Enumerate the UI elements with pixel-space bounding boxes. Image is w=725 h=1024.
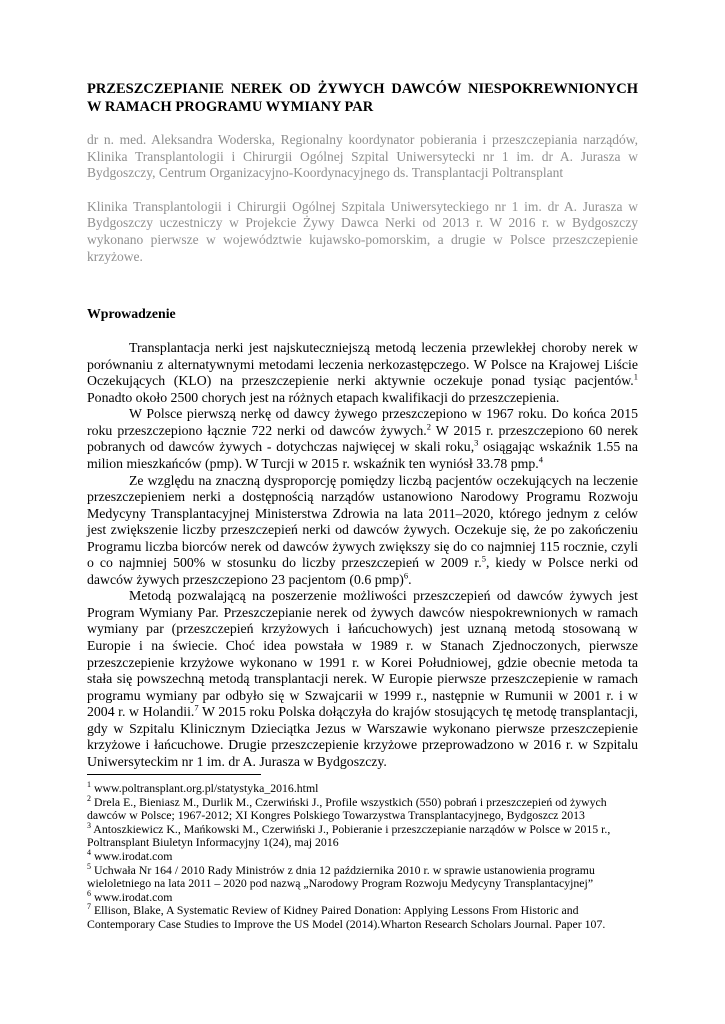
footnote-number: 4 <box>87 848 91 858</box>
document-title: PRZESZCZEPIANIE NEREK OD ŻYWYCH DAWCÓW NIESPOKREWNIONYCH W RAMACH PROGRAMU WYMIANY PAR <box>87 81 638 115</box>
footnote-1 <box>87 782 638 796</box>
footnote-text: www.irodat.com <box>91 848 173 863</box>
body-text <box>87 340 638 770</box>
footnote-3 <box>87 820 638 850</box>
footnote-ref-5[interactable]: 5 <box>481 553 486 564</box>
footnote-text: www.irodat.com <box>91 889 173 904</box>
footnote-ref-4[interactable]: 4 <box>538 454 543 465</box>
footnote-text: Uchwała Nr 164 / 2010 Rady Ministrów z dnia 12 października 2010 r. w sprawie ustanowienia programu wieloletniego na lata 2011 – 2020 pod nazwą „Narodowy Program Rozwoju Medycyny Transplantacyjnej” <box>87 862 595 891</box>
footnote-number: 2 <box>87 793 91 803</box>
footnotes <box>87 782 638 932</box>
footnote-number: 5 <box>87 861 91 871</box>
p2-text-c: osiągając wskaźnik 1.55 na milion mieszkańców (pmp). W Turcji w 2015 r. wskaźnik ten wyniósł 33.78 pmp. <box>87 439 639 471</box>
footnote-number: 6 <box>87 888 91 898</box>
footnote-number: 1 <box>87 780 91 790</box>
paragraph-4 <box>87 588 638 770</box>
p1-text-b: Ponadto około 2500 chorych jest na różnych etapach kwalifikacji do przeszczepienia. <box>87 389 560 405</box>
p2-text-b: W 2015 r. przeszczepiono 60 nerek pobranych od dawców żywych - dotychczas najwięcej w skali roku, <box>87 422 639 455</box>
paragraph-1 <box>87 340 638 406</box>
footnote-ref-7[interactable]: 7 <box>194 702 199 713</box>
footnote-ref-3[interactable]: 3 <box>474 437 479 448</box>
footnote-text: Antoszkiewicz K., Mańkowski M., Czerwiński J., Pobieranie i przeszczepianie narządów w Polsce w 2015 r., Poltransplant Biuletyn Informacyjny 1(24), maj 2016 <box>87 821 611 850</box>
p3-text-a: Ze względu na znaczną dysproporcję pomiędzy liczbą pacjentów oczekujących na leczenie przeszczepieniem nerki a dostępnością narządów ustanowiono Narodowy Programu Rozwoju Medycyny Transplantacyjnej Ministerstwa Zdrowia na lata 2011–2020, którego jednym z celów jest zwiększenie liczby przeszczepień nerki od dawców żywych. Oczekuje się, że po zakończeniu Programu liczba biorców nerek od dawców żywych zwiększy się do co najmniej 115 rocznie, czyli o co najmniej 500% w stosunku do liczby przeszczepień w 2009 r. <box>87 472 638 571</box>
p4-text-a: Metodą pozwalającą na poszerzenie możliwości przeszczepień od dawców żywych jest Program Wymiany Par. Przeszczepianie nerek od żywych dawców niespokrewnionych w ramach wymiany par (przeszczepień krzyżowych i łańcuchowych) jest uznaną metodą stosowaną w Europie i na świecie. Choć idea powstała w 1989 r. w Stanach Zjednoczonych, pierwsze przeszczepienie krzyżowe wykonano w 1991 r. w Korei Południowej, gdzie obecnie metoda ta stała się powszechną metodą transplantacji nerek. W Europie pierwsze przeszczepienie w ramach programu wymiany par odbyło się w Szwajcarii w 1999 r., następnie w Rumunii w 2001 r. i w 2004 r. w Holandii. <box>87 588 638 720</box>
footnote-ref-1[interactable]: 1 <box>633 371 638 382</box>
p3-text-b: , kiedy w Polsce nerki od dawców żywych przeszczepiono 23 pacjentom (0.6 pmp) <box>87 555 638 587</box>
p1-text-a: Transplantacja nerki jest najskuteczniejszą metodą leczenia przewlekłej choroby nerek w porównaniu z alternatywnymi metodami leczenia nerkozastępczego. W Polsce na Krajowej Liście Oczekujących (KLO) na przeszczepienie nerki aktywnie oczekuje ponad tysiąc pacjentów. <box>87 340 638 389</box>
footnote-number: 3 <box>87 820 91 830</box>
p3-text-c: . <box>408 571 412 587</box>
footnote-separator <box>87 774 261 775</box>
footnote-ref-6[interactable]: 6 <box>403 570 409 581</box>
p4-text-b: W 2015 roku Polska dołączyła do krajów stosujących tę metodę transplantacji, gdy w Szpitalu Klinicznym Dzieciątka Jezus w Warszawie wykonano pierwsze przeszczepienie krzyżowe i łańcuchowe. Drugie przeszczepienie krzyżowe przeprowadzono w 2016 r. w Szpitalu Uniwersyteckim nr 1 im. dr A. Jurasza w Bydgoszczy. <box>87 704 638 769</box>
footnote-2 <box>87 793 638 823</box>
footnote-4 <box>87 850 638 864</box>
footnote-5 <box>87 861 638 891</box>
paragraph-2 <box>87 406 638 472</box>
intro-note: Klinika Transplantologii i Chirurgii Ogólnej Szpitala Uniwersyteckiego nr 1 im. dr A. Jurasza w Bydgoszczy uczestniczy w Projekcie Żywy Dawca Nerki od 2013 r. W 2016 r. w Bydgoszczy wykonano pierwsze w województwie kujawsko-pomorskim, a drugie w Polsce przeszczepienie krzyżowe. <box>87 198 638 264</box>
footnote-ref-2[interactable]: 2 <box>426 421 431 432</box>
footnote-text: Ellison, Blake, A Systematic Review of Kidney Paired Donation: Applying Lessons From Historic and Contemporary Case Studies to Improve the US Model (2014).Wharton Research Scholars Journal. Paper 107. <box>87 903 606 931</box>
footnote-text: www.poltransplant.org.pl/statystyka_2016.html <box>91 781 319 795</box>
p2-text-a: W Polsce pierwszą nerkę od dawcy żywego przeszczepiono w 1967 roku. Do końca 2015 roku przeszczepiono łącznie 722 nerki od dawców żywych. <box>87 406 638 438</box>
footnote-7 <box>87 904 638 931</box>
author-affiliation: dr n. med. Aleksandra Woderska, Regionalny koordynator pobierania i przeszczepiania narządów, Klinika Transplantologii i Chirurgii Ogólnej Szpital Uniwersytecki nr 1 im. dr A. Jurasza w Bydgoszczy, Centrum Organizacyjno-Koordynacyjnego ds. Transplantacji Poltransplant <box>87 132 638 181</box>
footnote-text: Drela E., Bieniasz M., Durlik M., Czerwiński J., Profile wszystkich (550) pobrań i przeszczepień od żywych dawców w Polsce; 1967-2012; XI Kongres Polskiego Towarzystwa Transplantacyjnego, Bydgoszcz 2013 <box>87 794 607 823</box>
main-content <box>87 80 638 770</box>
paragraph-3 <box>87 473 638 589</box>
footnote-number: 7 <box>87 902 91 912</box>
section-heading: Wprowadzenie <box>87 306 176 322</box>
